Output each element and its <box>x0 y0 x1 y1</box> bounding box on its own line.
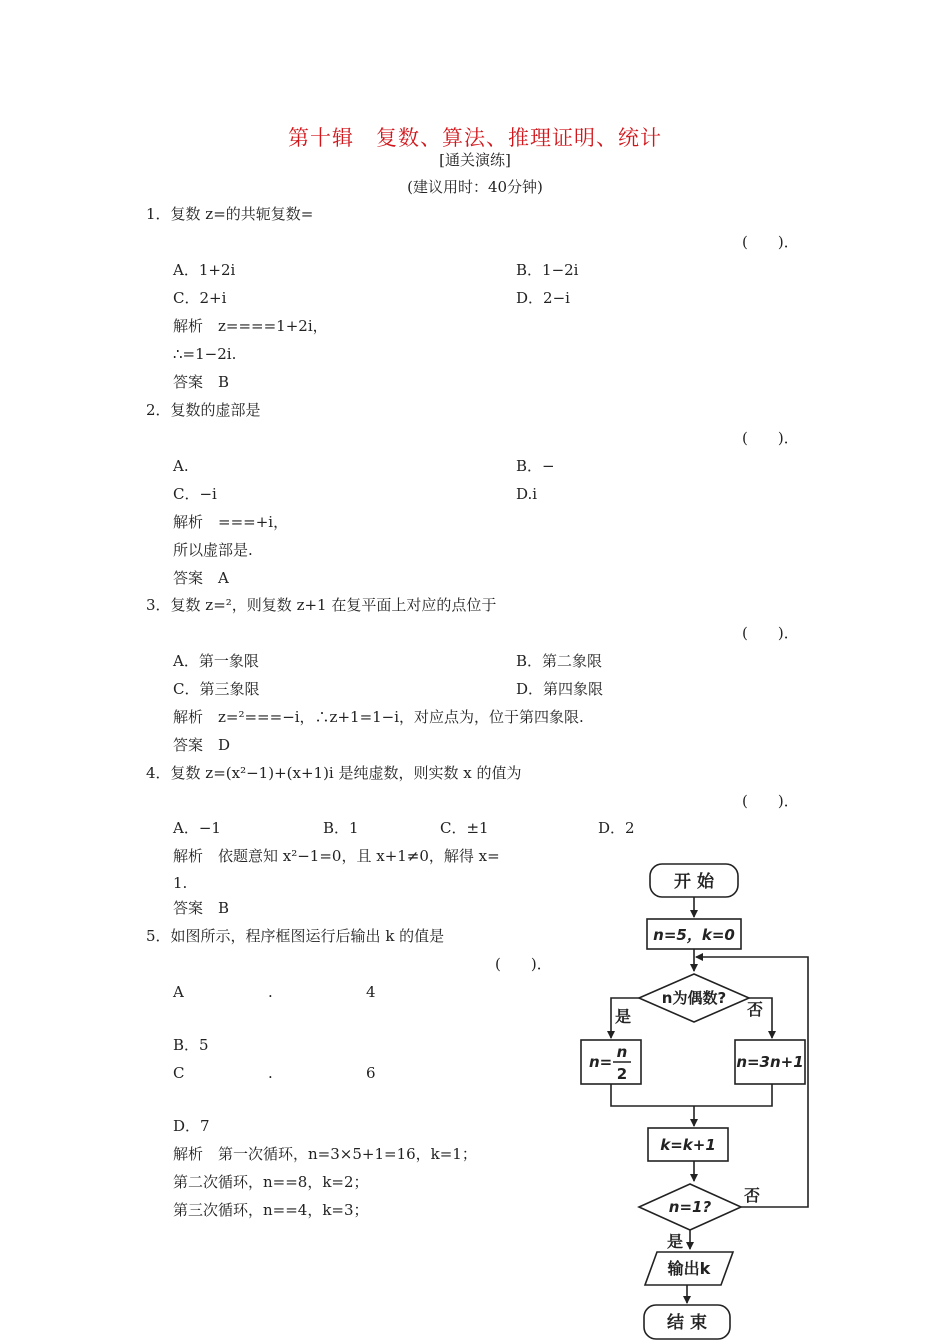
time-note: (建议用时：40分钟) <box>407 178 543 196</box>
q5-analysis-line3: 第三次循环，n==4，k=3； <box>173 1201 369 1219</box>
q1-option-d: D．2−i <box>516 289 570 307</box>
q3-analysis-line1: 解析 z=²===−i，∴z+1=1−i，对应点为，位于第四象限. <box>173 708 584 726</box>
flow-even-label: n= <box>589 1053 613 1071</box>
q2-stem: 2．复数的虚部是 <box>146 401 261 419</box>
q5-option-b: B．5 <box>173 1036 209 1054</box>
q3-answer-paren: ( )． <box>742 624 799 642</box>
q5-option-c-value: 6 <box>366 1064 376 1082</box>
q5-answer-paren: ( )． <box>495 955 552 973</box>
section-subtitle: [通关演练] <box>439 151 511 169</box>
flow-yes-label-1: 是 <box>614 1007 632 1026</box>
q1-analysis-line2: ∴=1−2i. <box>173 345 237 363</box>
q5-option-c-letter: C <box>173 1064 185 1082</box>
q4-analysis-line2: 1. <box>173 874 188 892</box>
flow-even-numerator: n <box>616 1043 628 1061</box>
q1-option-c: C．2+i <box>173 289 227 307</box>
q1-stem: 1．复数 z=的共轭复数= <box>146 205 314 223</box>
q2-option-a: A. <box>173 457 189 475</box>
page-title: 第十辑 复数、算法、推理证明、统计 <box>288 126 662 150</box>
flow-init-label: n=5，k=0 <box>653 926 735 944</box>
q5-analysis-line1: 解析 第一次循环，n=3×5+1=16，k=1； <box>173 1145 477 1163</box>
flow-end-label: 结 束 <box>667 1313 707 1333</box>
q4-option-c: C．±1 <box>440 819 489 837</box>
q3-option-a: A．第一象限 <box>173 652 259 670</box>
q2-answer-paren: ( )． <box>742 429 799 447</box>
q5-analysis-line2: 第二次循环，n==8，k=2； <box>173 1173 369 1191</box>
q5-option-a-dot: . <box>268 983 273 1001</box>
q2-option-c: C．−i <box>173 485 217 503</box>
q4-answer: 答案 B <box>173 899 230 917</box>
q4-answer-paren: ( )． <box>742 792 799 810</box>
program-flowchart <box>575 855 825 1344</box>
q5-option-c-dot: . <box>268 1064 273 1082</box>
q5-option-a-value: 4 <box>366 983 376 1001</box>
q4-stem: 4．复数 z=(x²−1)+(x+1)i 是纯虚数，则实数 x 的值为 <box>146 764 522 782</box>
q2-option-d: D.i <box>516 485 538 503</box>
q1-answer-paren: ( )． <box>742 233 799 251</box>
q3-option-b: B．第二象限 <box>516 652 603 670</box>
q5-option-d: D．7 <box>173 1117 210 1135</box>
flow-start-label: 开 始 <box>674 872 714 892</box>
q4-option-b: B．1 <box>323 819 359 837</box>
q2-analysis-line2: 所以虚部是. <box>173 541 253 559</box>
q3-option-c: C．第三象限 <box>173 680 260 698</box>
q2-analysis-line1: 解析 ===+i， <box>173 513 289 531</box>
flow-no-label-1: 否 <box>746 1000 764 1019</box>
q2-option-b: B．− <box>516 457 555 475</box>
flow-decision-one-label: n=1? <box>668 1198 712 1216</box>
q4-option-a: A．−1 <box>173 819 221 837</box>
flow-no-label-2: 否 <box>743 1186 761 1205</box>
q3-answer: 答案 D <box>173 736 231 754</box>
flow-decision-even-label: n为偶数? <box>661 989 727 1007</box>
q4-option-d: D．2 <box>598 819 635 837</box>
q3-option-d: D．第四象限 <box>516 680 604 698</box>
flow-increment-label: k=k+1 <box>660 1136 716 1154</box>
flow-odd-label: n=3n+1 <box>736 1053 804 1071</box>
q4-analysis-line1: 解析 依题意知 x²−1=0，且 x+1≠0，解得 x= <box>173 847 500 865</box>
q2-answer: 答案 A <box>173 569 229 587</box>
flow-even-denominator: 2 <box>616 1065 628 1083</box>
q1-answer: 答案 B <box>173 373 230 391</box>
q1-option-a: A．1+2i <box>173 261 236 279</box>
flow-output-label: 输出k <box>667 1259 711 1278</box>
flow-yes-label-2: 是 <box>666 1232 684 1251</box>
q3-stem: 3．复数 z=²，则复数 z+1 在复平面上对应的点位于 <box>146 596 497 614</box>
q5-option-a-letter: A <box>173 983 184 1001</box>
q5-stem: 5．如图所示，程序框图运行后输出 k 的值是 <box>146 927 445 945</box>
q1-analysis-line1: 解析 z====1+2i， <box>173 317 328 335</box>
q1-option-b: B．1−2i <box>516 261 579 279</box>
